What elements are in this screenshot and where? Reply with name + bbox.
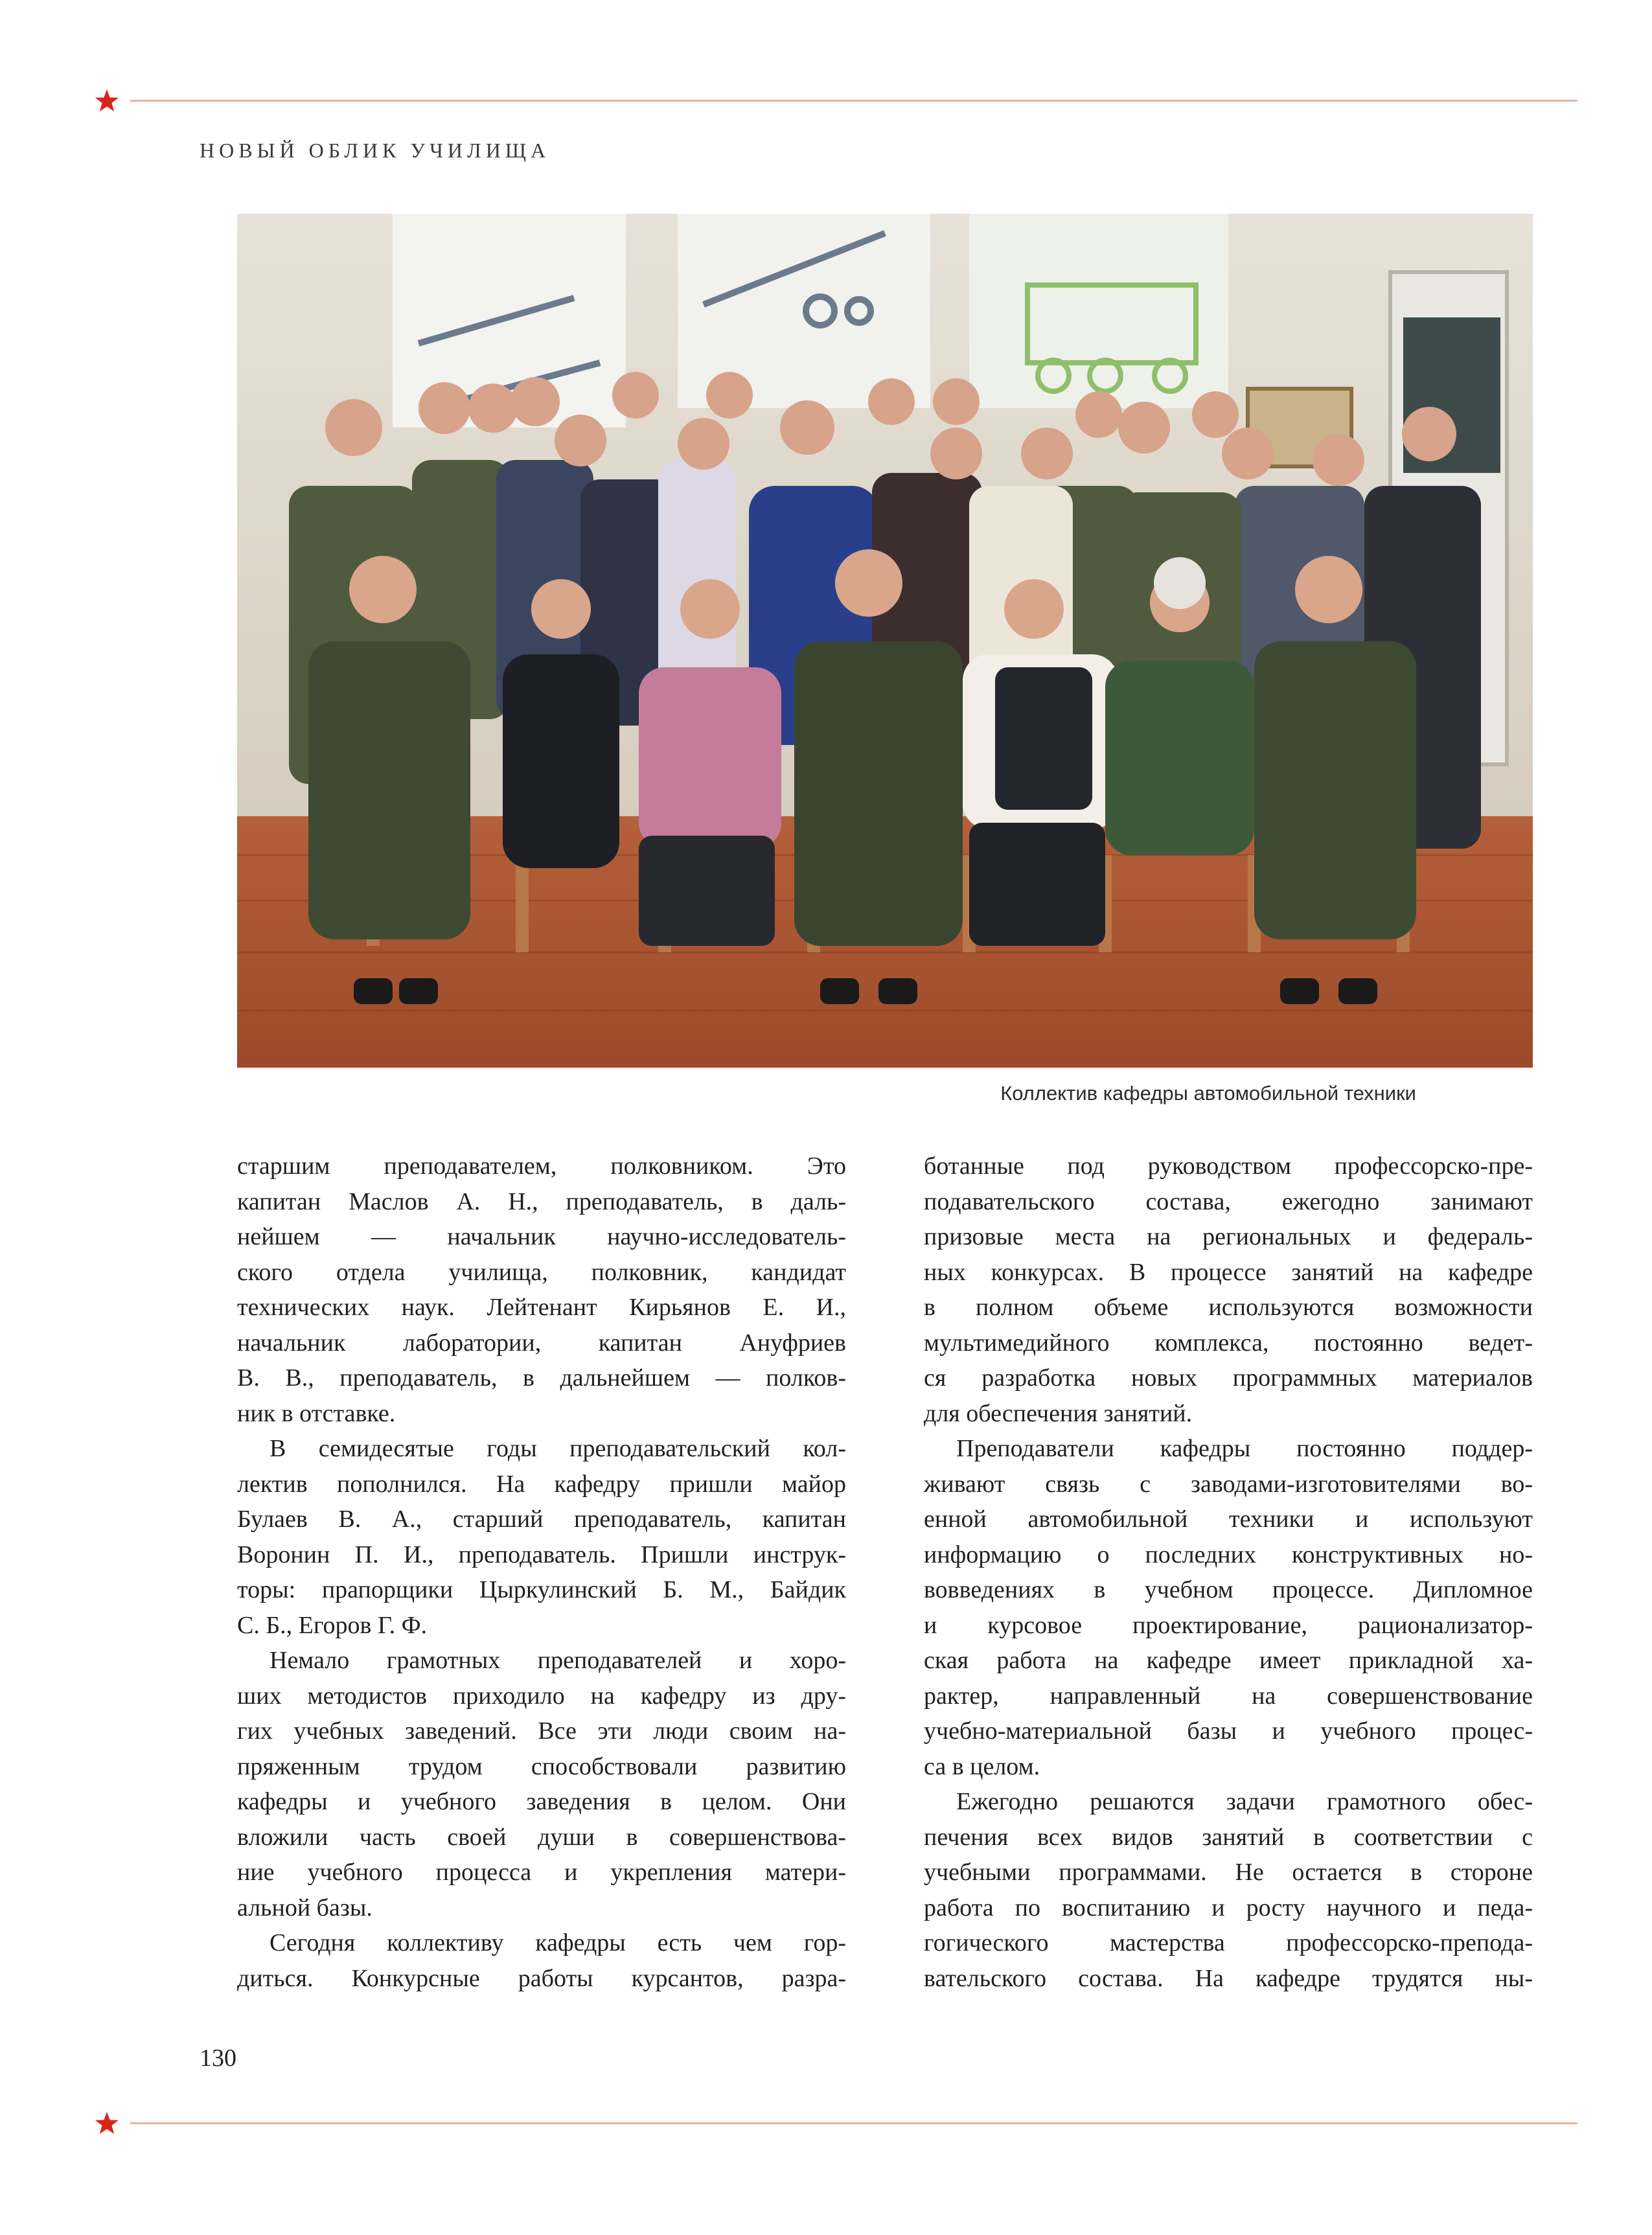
right-column bbox=[924, 1149, 1533, 1996]
text-line: ся разработка новых программных материалов bbox=[924, 1364, 1533, 1392]
text-line: ние учебного процесса и укрепления матери- bbox=[237, 1859, 846, 1886]
text-line: альной базы. bbox=[237, 1894, 373, 1921]
text-line: учебными программами. Не остается в стороне bbox=[924, 1859, 1533, 1886]
text-line: кафедры и учебного заведения в целом. Они bbox=[237, 1788, 846, 1815]
text-line: живают связь с заводами-изготовителями во- bbox=[924, 1470, 1533, 1498]
text-line: Ежегодно решаются задачи грамотного обес- bbox=[956, 1788, 1533, 1815]
text-line: учебно-материальной базы и учебного процес- bbox=[924, 1717, 1533, 1745]
photo-caption: Коллектив кафедры автомобильной техники bbox=[1000, 1082, 1416, 1105]
text-line: печения всех видов занятий в соответствии с bbox=[924, 1823, 1533, 1851]
top-rule bbox=[94, 88, 1577, 114]
star-icon bbox=[94, 88, 120, 114]
text-line: старшим преподавателем, полковником. Это bbox=[237, 1152, 846, 1180]
text-line: пряженным трудом способствовали развитию bbox=[237, 1752, 846, 1780]
text-line: в полном объеме используются возможности bbox=[924, 1294, 1533, 1321]
text-line: ших методистов приходило на кафедру из дру- bbox=[237, 1682, 846, 1710]
text-line: са в целом. bbox=[924, 1752, 1040, 1780]
text-line: рактер, направленный на совершенствование bbox=[924, 1682, 1533, 1710]
text-line: С. Б., Егоров Г. Ф. bbox=[237, 1611, 428, 1639]
text-line: торы: прапорщики Цыркулинский Б. М., Байдик bbox=[237, 1576, 846, 1603]
text-line: енной автомобильной техники и используют bbox=[924, 1506, 1533, 1533]
text-line: ботанные под руководством профессорско-пре- bbox=[924, 1152, 1533, 1180]
group-photo bbox=[237, 214, 1533, 1068]
text-line: вовведениях в учебном процессе. Дипломное bbox=[924, 1576, 1533, 1603]
text-line: вложили часть своей души в совершенствова- bbox=[237, 1823, 846, 1851]
text-line: ник в отставке. bbox=[237, 1399, 396, 1427]
text-line: подавательского состава, ежегодно занимают bbox=[924, 1187, 1533, 1215]
text-line: лектив пополнился. На кафедру пришли майор bbox=[237, 1470, 846, 1498]
text-line: В. В., преподаватель, в дальнейшем — полков- bbox=[237, 1364, 846, 1392]
text-line: Воронин П. И., преподаватель. Пришли инструк- bbox=[237, 1541, 846, 1568]
text-line: работа по воспитанию и росту научного и педа- bbox=[924, 1894, 1533, 1921]
text-line: капитан Маслов А. Н., преподаватель, в даль- bbox=[237, 1187, 846, 1215]
text-line: нейшем — начальник научно-исследователь- bbox=[237, 1223, 846, 1250]
text-line: технических наук. Лейтенант Кирьянов Е. И., bbox=[237, 1294, 846, 1321]
text-line: ского отдела училища, полковник, кандидат bbox=[237, 1258, 846, 1286]
text-line: информацию о последних конструктивных но- bbox=[924, 1541, 1533, 1568]
rule-line bbox=[130, 2122, 1577, 2124]
text-line: гих учебных заведений. Все эти люди своим на- bbox=[237, 1717, 846, 1745]
text-line: и курсовое проектирование, рационализатор- bbox=[924, 1611, 1533, 1639]
page-number: 130 bbox=[200, 2045, 236, 2072]
text-line: для обеспечения занятий. bbox=[924, 1399, 1193, 1427]
group-photo-illustration bbox=[237, 214, 1533, 1068]
text-line: ская работа на кафедре имеет прикладной ха- bbox=[924, 1647, 1533, 1674]
text-line: Немало грамотных преподавателей и хоро- bbox=[270, 1647, 846, 1674]
star-icon bbox=[94, 2111, 120, 2137]
text-line: начальник лаборатории, капитан Ануфриев bbox=[237, 1329, 846, 1357]
rule-line bbox=[130, 100, 1577, 102]
text-line: В семидесятые годы преподавательский кол- bbox=[270, 1435, 846, 1462]
text-line: мультимедийного комплекса, постоянно ведет- bbox=[924, 1329, 1533, 1357]
text-line: Булаев В. А., старший преподаватель, капитан bbox=[237, 1506, 846, 1533]
running-head: НОВЫЙ ОБЛИК УЧИЛИЩА bbox=[200, 139, 551, 162]
text-line: диться. Конкурсные работы курсантов, разра- bbox=[237, 1964, 846, 1992]
left-column bbox=[237, 1149, 846, 1996]
bottom-rule bbox=[94, 2111, 1577, 2137]
text-line: Сегодня коллективу кафедры есть чем гор- bbox=[270, 1929, 846, 1956]
text-line: гогического мастерства профессорско-препода- bbox=[924, 1929, 1533, 1956]
text-line: ных конкурсах. В процессе занятий на кафедре bbox=[924, 1258, 1533, 1286]
text-line: призовые места на региональных и федераль- bbox=[924, 1223, 1533, 1250]
text-line: вательского состава. На кафедре трудятся ны- bbox=[924, 1964, 1533, 1992]
text-line: Преподаватели кафедры постоянно поддер- bbox=[956, 1435, 1533, 1462]
